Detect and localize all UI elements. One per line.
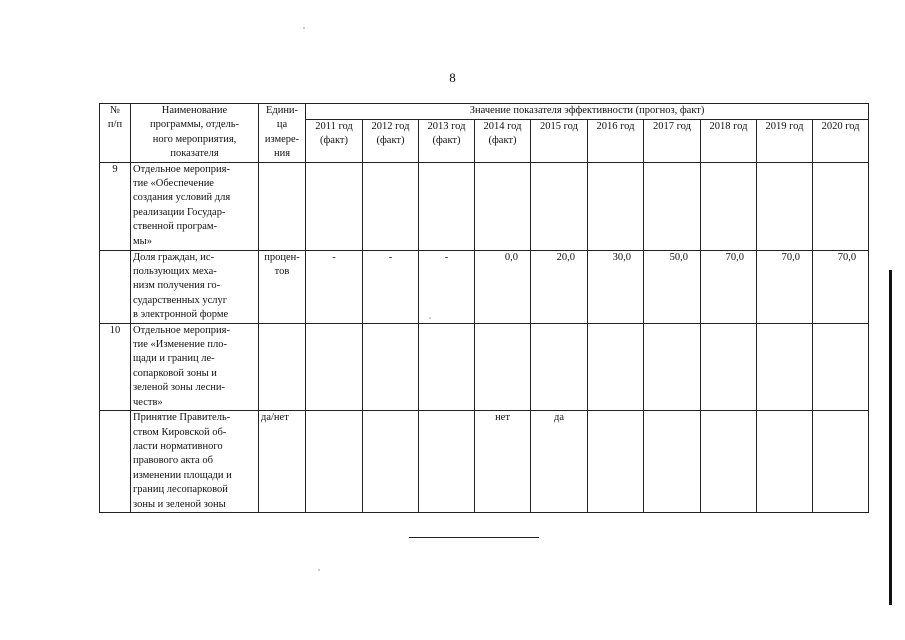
value-cell <box>363 162 419 250</box>
value-cell <box>363 411 419 513</box>
page-number: 8 <box>449 70 456 85</box>
row-name: Принятие Правитель- ством Кировской об- ласти нормативного правового акта об изменении площади и границ лесопарковой зоны и зеленой зоны <box>131 411 259 513</box>
header-number: № п/п <box>100 104 131 163</box>
value-cell <box>813 411 869 513</box>
table-row <box>100 162 869 250</box>
header-year: 2018 год <box>701 119 757 162</box>
value-cell: 50,0 <box>644 250 701 323</box>
scan-speck <box>429 317 431 319</box>
value-cell <box>813 323 869 410</box>
scan-speck <box>303 27 305 29</box>
table-row <box>100 323 869 410</box>
value-cell: 0,0 <box>475 250 531 323</box>
header-year: 2019 год <box>757 119 813 162</box>
value-cell <box>757 323 813 410</box>
value-cell <box>531 323 588 410</box>
value-cell <box>475 162 531 250</box>
value-cell <box>588 411 644 513</box>
value-cell: - <box>306 250 363 323</box>
header-year: 2011 год (факт) <box>306 119 363 162</box>
value-cell <box>813 162 869 250</box>
value-cell <box>419 411 475 513</box>
scan-edge-bar <box>889 270 892 605</box>
row-unit <box>259 162 306 250</box>
value-cell <box>475 323 531 410</box>
value-cell: 70,0 <box>757 250 813 323</box>
row-unit: да/нет <box>259 411 306 513</box>
value-cell: 30,0 <box>588 250 644 323</box>
value-cell <box>306 162 363 250</box>
header-year: 2012 год (факт) <box>363 119 419 162</box>
row-number <box>100 250 131 323</box>
value-cell: 20,0 <box>531 250 588 323</box>
value-cell: - <box>363 250 419 323</box>
row-number <box>100 411 131 513</box>
value-cell <box>306 323 363 410</box>
value-cell <box>531 162 588 250</box>
row-number: 9 <box>100 162 131 250</box>
value-cell <box>757 162 813 250</box>
value-cell <box>701 162 757 250</box>
efficiency-indicators-table <box>99 103 869 513</box>
header-year: 2017 год <box>644 119 701 162</box>
header-year: 2020 год <box>813 119 869 162</box>
value-cell <box>701 411 757 513</box>
value-cell: 70,0 <box>701 250 757 323</box>
value-cell: 70,0 <box>813 250 869 323</box>
value-cell <box>306 411 363 513</box>
row-name: Доля граждан, ис- пользующих меха- низм получения го- сударственных услуг в электронной форме <box>131 250 259 323</box>
value-cell <box>701 323 757 410</box>
header-unit: Едини- ца измере- ния <box>259 104 306 163</box>
value-cell <box>363 323 419 410</box>
row-name: Отдельное мероприя- тие «Изменение пло- щади и границ ле- сопарковой зоны и зеленой зоны лесни- честв» <box>131 323 259 410</box>
value-cell <box>588 162 644 250</box>
row-unit: процен- тов <box>259 250 306 323</box>
scan-speck <box>318 569 320 571</box>
value-cell <box>644 323 701 410</box>
table-row <box>100 411 869 513</box>
value-cell <box>644 162 701 250</box>
value-cell: нет <box>475 411 531 513</box>
row-unit <box>259 323 306 410</box>
table-row <box>100 250 869 323</box>
row-name: Отдельное мероприя- тие «Обеспечение создания условий для реализации Государ- ственной програм- мы» <box>131 162 259 250</box>
value-cell: - <box>419 250 475 323</box>
header-values-group: Значение показателя эффективности (прогноз, факт) <box>306 104 869 120</box>
header-year: 2013 год (факт) <box>419 119 475 162</box>
header-name: Наименование программы, отдель- ного мероприятия, показателя <box>131 104 259 163</box>
header-year: 2014 год (факт) <box>475 119 531 162</box>
header-year: 2015 год <box>531 119 588 162</box>
value-cell <box>644 411 701 513</box>
value-cell <box>419 162 475 250</box>
value-cell <box>419 323 475 410</box>
value-cell <box>757 411 813 513</box>
footer-separator-line <box>409 537 539 538</box>
row-number: 10 <box>100 323 131 410</box>
value-cell: да <box>531 411 588 513</box>
value-cell <box>588 323 644 410</box>
header-year: 2016 год <box>588 119 644 162</box>
